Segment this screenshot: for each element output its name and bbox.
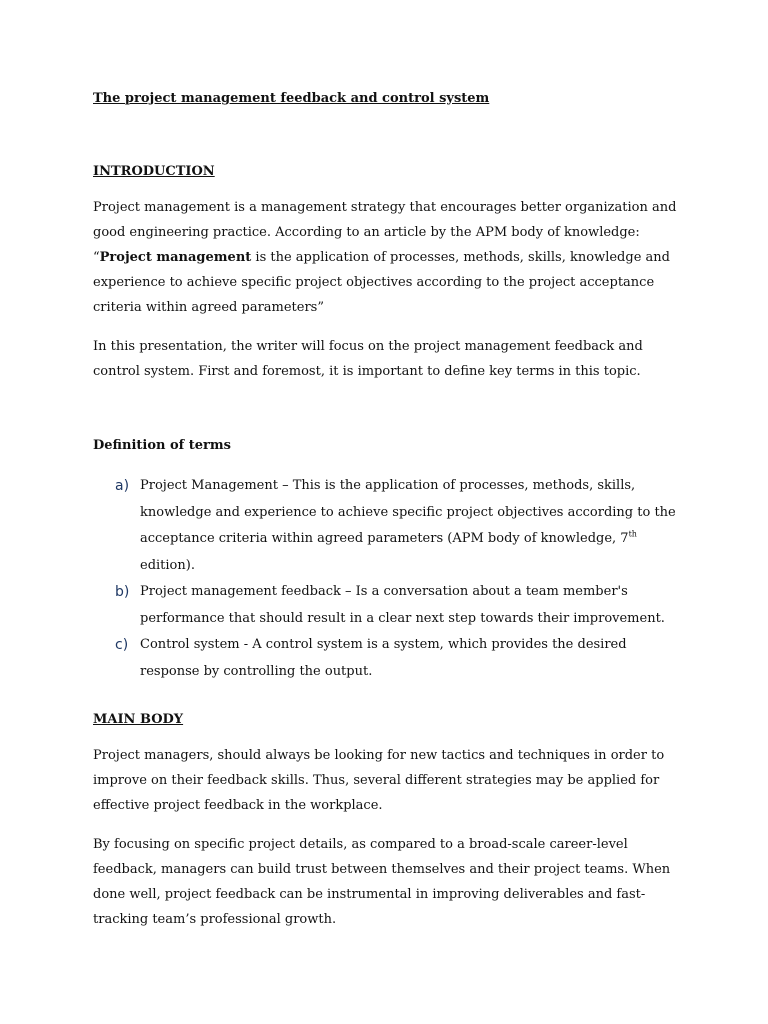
introduction-heading: INTRODUCTION (93, 164, 215, 179)
main-body-heading: MAIN BODY (93, 712, 184, 727)
introduction-p1-text-end: is the application of processes, methods, skills, knowledge and experience to achieve specific project objectives according to the project acceptance criteria within agreed parameters” (93, 250, 670, 315)
list-marker: a) (115, 478, 130, 494)
main-body-paragraph-2: By focusing on specific project details, as compared to a broad-scale career-level feedback, managers can build trust between themselves and their project teams. When done well, project feedback can be instrumental in improving deliverables and fast-tracking team’s professional growth. (93, 837, 671, 927)
definitions-heading: Definition of terms (93, 438, 231, 453)
introduction-p1-text-start: Project management is a management strategy that encourages better organization and good engineering practice. According to an article by the APM body of knowledge: “ (93, 200, 677, 265)
introduction-paragraph-1 (93, 195, 678, 320)
document-title: The project management feedback and control system (93, 91, 490, 106)
definition-text-end: edition). (140, 557, 195, 573)
definition-item-feedback (115, 579, 685, 632)
main-body-paragraph-1: Project managers, should always be looking for new tactics and techniques in order to improve on their feedback skills. Thus, several different strategies may be applied for effective project feedback in the workplace. (93, 748, 665, 813)
definition-text: Project management feedback – Is a conversation about a team member's performance that should result in a clear next step towards their improvement. (140, 584, 665, 626)
definition-text-start: Project Management – This is the application of processes, methods, skills, knowledge and experience to achieve specific project objectives according to the acceptance criteria within agreed parameters (APM body of knowledge, 7 (140, 478, 676, 546)
ordinal-superscript: th (628, 529, 637, 539)
list-marker: c) (115, 637, 129, 653)
definitions-list (115, 473, 685, 685)
definition-item-project-management (115, 473, 685, 579)
introduction-paragraph-2: In this presentation, the writer will focus on the project management feedback and control system. First and foremost, it is important to define key terms in this topic. (93, 339, 643, 379)
definition-text (140, 473, 685, 579)
definition-text: Control system - A control system is a system, which provides the desired response by controlling the output. (140, 637, 627, 679)
definition-item-control-system (115, 632, 685, 685)
introduction-p1-bold-term: Project management (99, 250, 252, 265)
list-marker: b) (115, 584, 130, 600)
